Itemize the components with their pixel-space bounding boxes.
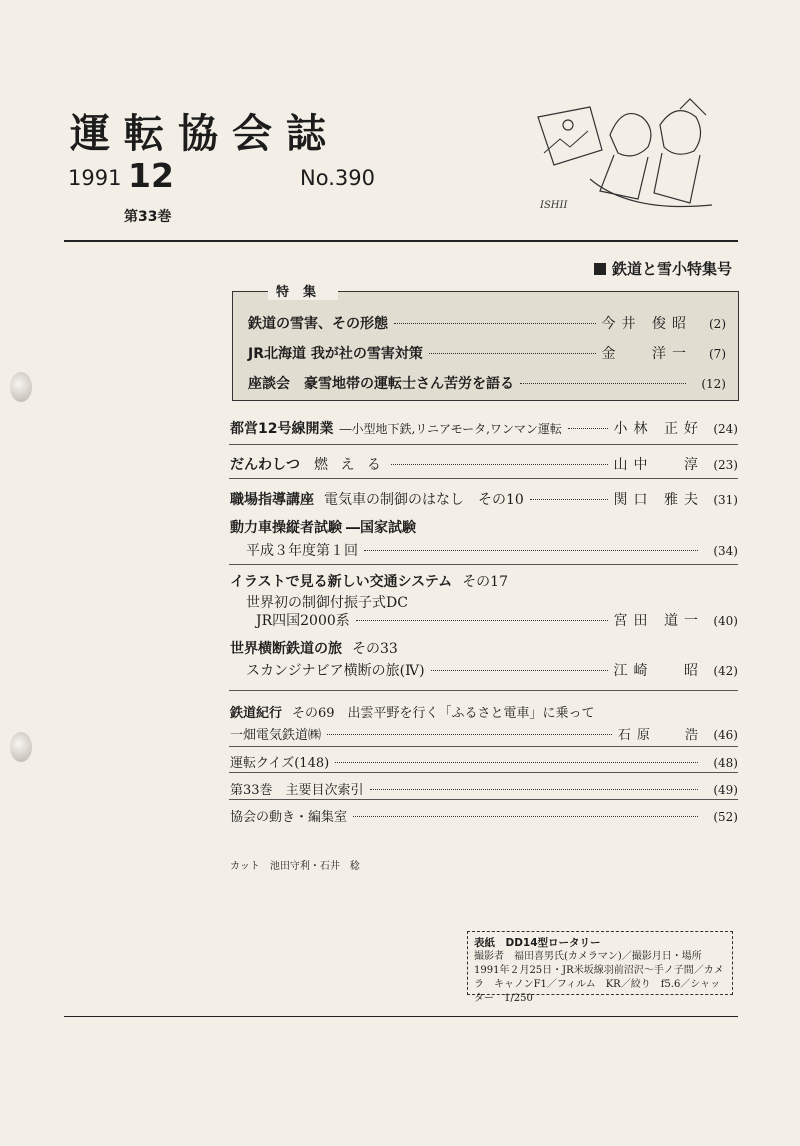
- issue-month: 12: [128, 156, 174, 195]
- square-bullet-icon: [594, 263, 606, 275]
- article-title: JR北海道 我が社の雪害対策: [248, 346, 423, 362]
- article-subtitle: 一畑電気鉄道㈱: [230, 728, 322, 743]
- header-rule: [64, 240, 738, 242]
- toc-row[interactable]: [230, 454, 738, 474]
- special-issue-label: [594, 258, 732, 279]
- cover-heading: 表紙 DD14型ロータリー: [474, 937, 601, 949]
- article-subtitle: その17: [462, 574, 509, 590]
- article-subtitle: 電気車の制御のはなし その10: [324, 492, 524, 508]
- article-page: (46): [713, 728, 738, 742]
- article-author: 関口 雅夫: [613, 492, 704, 508]
- divider: [229, 799, 738, 800]
- article-page: (48): [713, 756, 738, 770]
- article-page: (12): [701, 377, 726, 391]
- feature-row[interactable]: [248, 343, 726, 363]
- article-title: 第33巻 主要目次索引: [230, 783, 364, 798]
- article-page: (49): [713, 783, 738, 797]
- divider: [229, 478, 738, 479]
- article-title: 動力車操縦者試験: [230, 520, 342, 536]
- article-page: (2): [709, 317, 726, 331]
- toc-row[interactable]: [230, 489, 738, 509]
- divider: [229, 444, 738, 445]
- article-subtitle: ―小型地下鉄,リニアモータ,ワンマン運転: [339, 422, 562, 436]
- toc-row[interactable]: [230, 517, 738, 537]
- article-page: (42): [713, 664, 738, 678]
- article-author: 金 洋一: [601, 346, 692, 362]
- article-title: 運転クイズ(148): [230, 756, 330, 771]
- cover-illustration: [530, 95, 720, 215]
- toc-row[interactable]: [230, 638, 738, 658]
- footer-rule: [64, 1016, 738, 1017]
- illustration-window: [538, 107, 602, 165]
- illustration-signature: ISHII: [540, 200, 568, 211]
- toc-row[interactable]: [230, 806, 738, 825]
- volume-number: 第33巻: [124, 209, 172, 225]
- article-author: 山中 淳: [613, 457, 704, 473]
- toc-row[interactable]: [230, 752, 738, 771]
- cover-caption-box: [467, 931, 733, 1004]
- toc-row-continued[interactable]: [246, 540, 738, 560]
- article-title: 鉄道紀行: [230, 706, 283, 721]
- article-page: (23): [713, 458, 738, 472]
- toc-row[interactable]: [230, 702, 738, 721]
- punch-hole: [10, 732, 32, 762]
- article-title: 職場指導講座: [230, 492, 314, 508]
- article-page: (24): [713, 422, 738, 436]
- article-subtitle: 世界初の制御付振子式DC: [246, 595, 408, 611]
- article-author: 石原 浩: [617, 728, 704, 743]
- article-subtitle: その33: [352, 641, 398, 657]
- feature-row[interactable]: [248, 373, 726, 393]
- illustration-credit: カット 池田守利・石井 稔: [230, 861, 360, 872]
- person-right: [660, 111, 701, 155]
- article-title: 世界横断鉄道の旅: [230, 641, 342, 657]
- article-title: 都営12号線開業: [230, 421, 334, 437]
- article-title: だんわしつ: [230, 457, 300, 473]
- divider: [229, 564, 738, 565]
- article-title: イラストで見る新しい交通システム: [230, 574, 453, 590]
- toc-row[interactable]: [230, 779, 738, 798]
- article-subtitle: 燃 え る: [314, 457, 385, 473]
- article-page: (40): [713, 614, 738, 628]
- issue-number: No.390: [300, 166, 375, 190]
- toc-row[interactable]: [230, 418, 738, 438]
- divider: [229, 746, 738, 747]
- article-page: (7): [709, 347, 726, 361]
- feature-label: 特集: [268, 281, 338, 300]
- punch-hole: [10, 372, 32, 402]
- cover-details: 撮影者 福田喜男氏(カメラマン)／撮影月日・場所 1991年２月25日・JR米坂線羽前沼沢～手ノ子間／カメラ キャノンF1／フィルム KR／絞り f5.6／シャッター 1/250: [474, 951, 724, 1004]
- article-subtitle: その69 出雲平野を行く「ふるさと電車」に乗って: [292, 706, 595, 721]
- article-page: (31): [713, 493, 738, 507]
- article-page: (52): [713, 810, 738, 824]
- toc-row-continued[interactable]: [256, 610, 738, 630]
- person-left: [610, 114, 651, 156]
- article-page: (34): [713, 544, 738, 558]
- article-subtitle: JR四国2000系: [256, 613, 350, 629]
- toc-row-continued[interactable]: [230, 724, 738, 743]
- article-title: 鉄道の雪害、その形態: [248, 316, 388, 332]
- article-author: 今井 俊昭: [601, 316, 692, 332]
- divider: [229, 690, 738, 691]
- article-title: 座談会 豪雪地帯の運転士さん苦労を語る: [248, 376, 514, 392]
- special-issue-text: 鉄道と雪小特集号: [611, 260, 732, 278]
- toc-row-continued[interactable]: [246, 660, 738, 680]
- toc-row[interactable]: [230, 571, 738, 591]
- issue-year: 1991: [68, 166, 122, 190]
- article-subtitle: スカンジナビア横断の旅(Ⅳ): [246, 663, 425, 679]
- article-title: 協会の動き・編集室: [230, 810, 348, 825]
- article-author: 江崎 昭: [613, 663, 704, 679]
- article-subtitle: ―国家試験: [346, 520, 416, 536]
- article-subtitle: 平成３年度第１回: [246, 543, 358, 559]
- article-author: 小林 正好: [613, 421, 704, 437]
- divider: [229, 772, 738, 773]
- magazine-title: 運転協会誌: [70, 111, 340, 157]
- article-author: 宮田 道一: [613, 613, 704, 629]
- feature-row[interactable]: [248, 313, 726, 333]
